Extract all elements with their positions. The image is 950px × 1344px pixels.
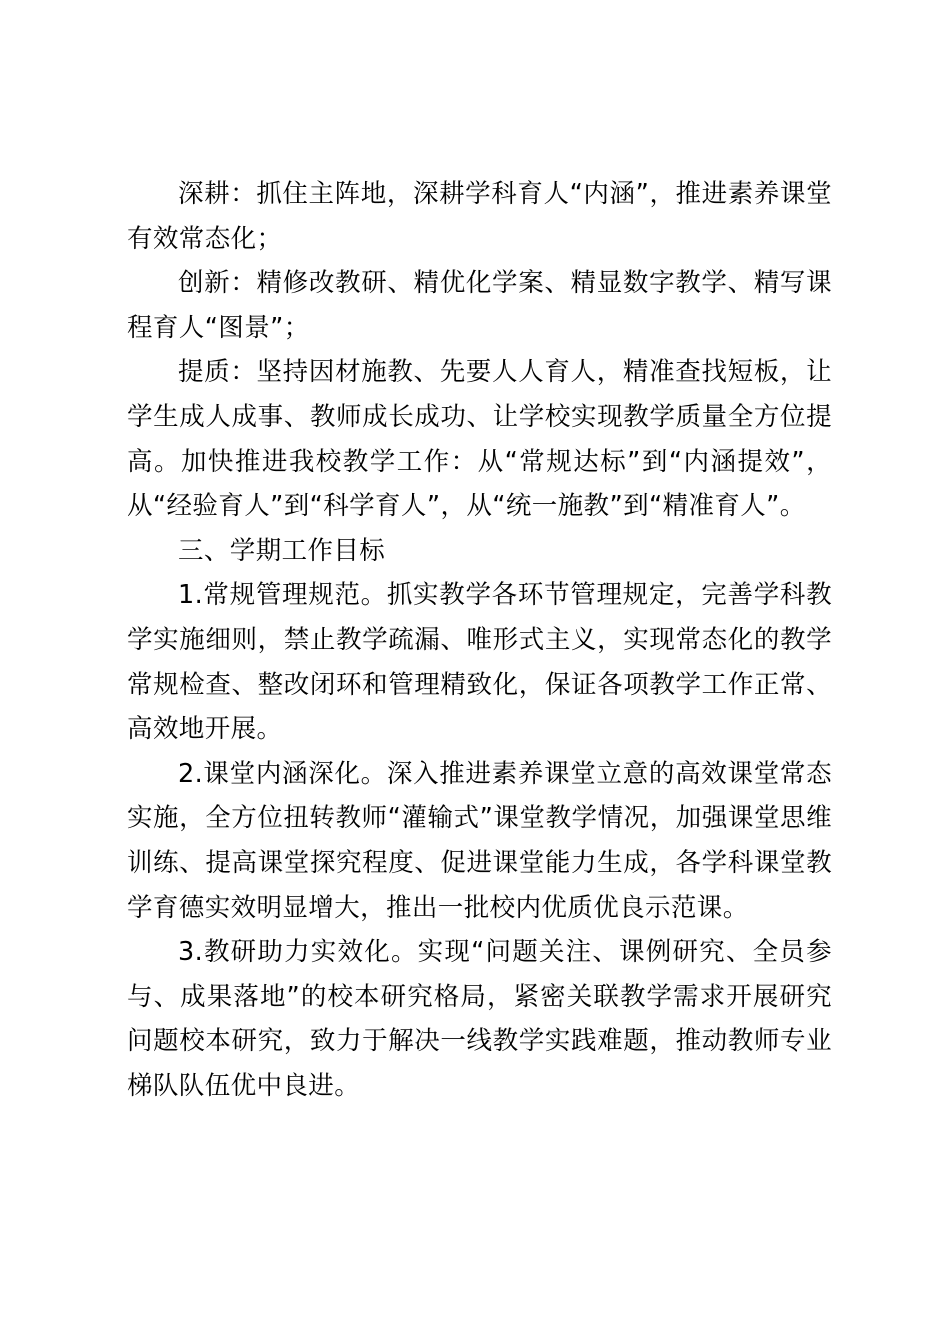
section-heading-semester-goals: 三、学期工作目标 <box>178 535 386 566</box>
paragraph-innovation: 创新：精修改教研、精优化学案、精显数字教学、精写课程育人“图景”； <box>127 268 832 343</box>
paragraph-deep-cultivation: 深耕：抓住主阵地，深耕学科育人“内涵”，推进素养课堂有效常态化； <box>127 179 832 254</box>
goal-item-teaching-research: 3.教研助力实效化。实现“问题关注、课例研究、全员参与、成果落地”的校本研究格局，紧密关联教学需求开展研究问题校本研究，致力于解决一线教学实践难题，推动教师专业梯队队伍优中良进。 <box>127 937 832 1101</box>
goal-item-classroom-connotation: 2.课堂内涵深化。深入推进素养课堂立意的高效课堂常态实施，全方位扭转教师“灌输式”课堂教学情况，加强课堂思维训练、提高课堂探究程度、促进课堂能力生成，各学科课堂教学育德实效明显增大，推出一批校内优质优良示范课。 <box>127 758 832 923</box>
document-body <box>127 172 832 1108</box>
paragraph-quality-improvement: 提质：坚持因材施教、先要人人育人，精准查找短板，让学生成人成事、教师成长成功、让学校实现教学质量全方位提高。加快推进我校教学工作：从“常规达标”到“内涵提效”，从“经验育人”到“科学育人”，从“统一施教”到“精准育人”。 <box>127 357 832 522</box>
goal-item-routine-management: 1.常规管理规范。抓实教学各环节管理规定，完善学科教学实施细则，禁止教学疏漏、唯形式主义，实现常态化的教学常规检查、整改闭环和管理精致化，保证各项教学工作正常、高效地开展。 <box>127 580 832 745</box>
